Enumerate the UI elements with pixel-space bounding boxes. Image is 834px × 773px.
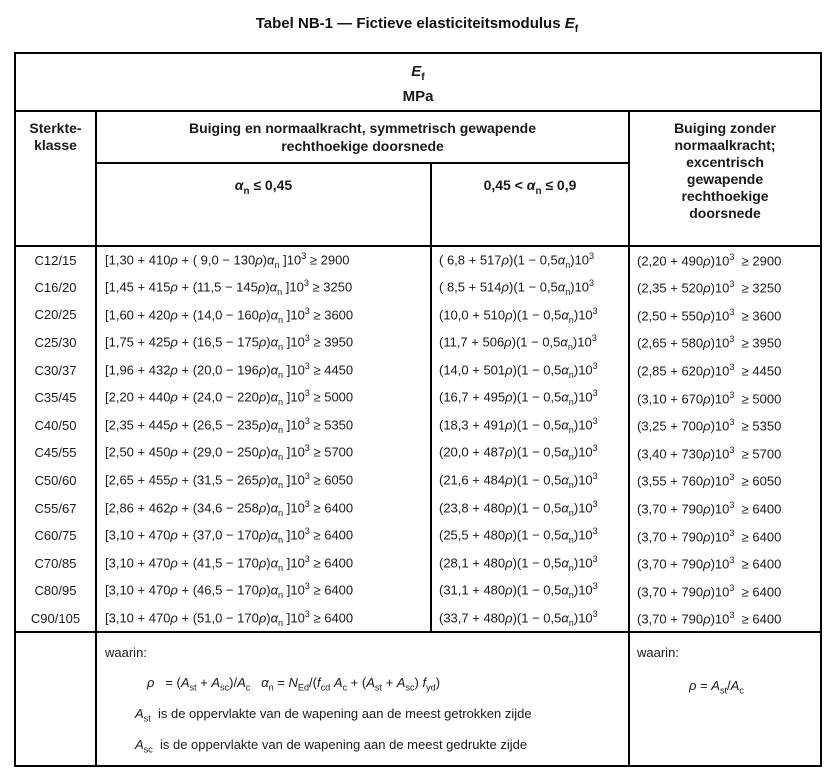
formula-no-normal-force-cell: $(3,70 + 790\rho)10^3 \ge 6400$	[629, 550, 821, 578]
formula-alpha-gt-045-cell: $(14,0 + 501\rho)(1 - 0,5\alpha_n)10^3$	[431, 356, 629, 384]
formula-alpha-gt-045-cell: $(21,6 + 484\rho)(1 - 0,5\alpha_n)10^3$	[431, 467, 629, 495]
formula-alpha-gt-045-cell: ( $8,5 + 514\rho)(1 - 0,5\alpha_n)10^3$	[431, 274, 629, 302]
column-header-row	[15, 111, 821, 163]
sub-header-alpha-gt-045: $0,45 < \alpha_n \le 0,9$	[431, 163, 629, 246]
strength-class-cell: C90/105	[15, 605, 96, 633]
strength-class-cell: C25/30	[15, 329, 96, 357]
formula-alpha-le-045-cell: [$1,45 + 415\rho + (11,5 - 145\rho)\alpha_n$ ]$10^3 \ge 3250$	[96, 274, 431, 302]
rho-formula-right: $\rho = A_{st}/A_c$	[689, 678, 744, 696]
formula-no-normal-force-cell: $(2,85 + 620\rho)10^3 \ge 4450$	[629, 356, 821, 384]
data-rows	[15, 246, 821, 632]
strength-class-cell: C40/50	[15, 412, 96, 440]
table-row	[15, 274, 821, 302]
ef-symbol: $E_f$	[411, 63, 425, 83]
rho-alpha-formula: $\rho = (A_{st} + A_{sc})/A_c$ $\alpha_n = N_{Ed}/(f_{cd}$ $A_c + (A_{st} + A_{sc})$ $f_{yd}$)	[147, 675, 441, 693]
formula-no-normal-force-cell: $(3,70 + 790\rho)10^3 \ge 6400$	[629, 494, 821, 522]
table-row	[15, 550, 821, 578]
formula-alpha-le-045-cell: [$2,35 + 445\rho + (26,5 - 235\rho)\alpha_n$ ]$10^3 \ge 5350$	[96, 412, 431, 440]
formula-alpha-le-045-cell: [$2,65 + 455\rho + (31,5 - 265\rho)\alpha_n$ ]$10^3 \ge 6050$	[96, 467, 431, 495]
strength-class-cell: C70/85	[15, 550, 96, 578]
table-row	[15, 246, 821, 274]
formula-no-normal-force-cell: $(3,70 + 790\rho)10^3 \ge 6400$	[629, 577, 821, 605]
column-header-strength-class: Sterkte-klasse	[15, 111, 96, 246]
formula-alpha-le-045-cell: [$3,10 + 470\rho + (37,0 - 170\rho)\alpha_n$ ]$10^3 \ge 6400$	[96, 522, 431, 550]
column-header-bending-only	[629, 111, 821, 246]
formula-alpha-le-045-cell: [$3,10 + 470\rho + (41,5 - 170\rho)\alpha_n$ ]$10^3 \ge 6400$	[96, 550, 431, 578]
asc-definition: $A_{sc}$ is de oppervlakte van de wapening aan de meest gedrukte zijde	[135, 736, 528, 755]
sub-header-alpha-le-045: $\alpha_n \le 0,45$	[96, 163, 431, 246]
unit-label: MPa	[402, 88, 434, 105]
formula-no-normal-force-cell: $(3,70 + 790\rho)10^3 \ge 6400$	[629, 522, 821, 550]
strength-class-cell: C16/20	[15, 274, 96, 302]
strength-class-cell: C45/55	[15, 439, 96, 467]
column-header-bending-only-text: Buiging zonder normaalkracht; excentrisch gewapende rechthoekige doorsnede	[674, 120, 776, 221]
formula-alpha-gt-045-cell: $(28,1 + 480\rho)(1 - 0,5\alpha_n)10^3$	[431, 550, 629, 578]
formula-alpha-le-045-cell: [$2,50 + 450\rho + (29,0 - 250\rho)\alpha_n$ ]$10^3 \ge 5700$	[96, 439, 431, 467]
formula-alpha-le-045-cell: [$1,96 + 432\rho + (20,0 - 196\rho)\alpha_n$ ]$10^3 \ge 4450$	[96, 356, 431, 384]
formula-alpha-gt-045-cell: $(23,8 + 480\rho)(1 - 0,5\alpha_n)10^3$	[431, 494, 629, 522]
strength-class-cell: C12/15	[15, 246, 96, 274]
footer-section	[15, 632, 821, 766]
footer-right-definitions	[629, 632, 821, 766]
footer-row	[15, 632, 821, 766]
elasticity-modulus-table	[14, 52, 822, 767]
formula-alpha-gt-045-cell: $(33,7 + 480\rho)(1 - 0,5\alpha_n)10^3$	[431, 605, 629, 633]
table-title: Tabel NB-1 — Fictieve elasticiteitsmodulus $E_f$	[255, 15, 579, 35]
header-section	[15, 53, 821, 246]
table-row	[15, 439, 821, 467]
formula-no-normal-force-cell: $(3,70 + 790\rho)10^3 \ge 6400$	[629, 605, 821, 633]
table-row	[15, 494, 821, 522]
formula-alpha-le-045-cell: [$1,60 + 420\rho + (14,0 - 160\rho)\alpha_n$ ]$10^3 \ge 3600$	[96, 301, 431, 329]
column-header-bending-normal-text: Buiging en normaalkracht, symmetrisch gewapende rechthoekige doorsnede	[189, 120, 536, 154]
footer-empty-cell	[15, 632, 96, 766]
strength-class-cell: C30/37	[15, 356, 96, 384]
formula-alpha-le-045-cell: [$1,75 + 425\rho + (16,5 - 175\rho)\alpha_n$ ]$10^3 \ge 3950$	[96, 329, 431, 357]
formula-no-normal-force-cell: $(2,35 + 520\rho)10^3 \ge 3250$	[629, 274, 821, 302]
table-row	[15, 577, 821, 605]
formula-alpha-gt-045-cell: $(10,0 + 510\rho)(1 - 0,5\alpha_n)10^3$	[431, 301, 629, 329]
strength-class-cell: C80/95	[15, 577, 96, 605]
table-row	[15, 356, 821, 384]
column-header-bending-normal	[96, 111, 629, 163]
strength-class-cell: C60/75	[15, 522, 96, 550]
formula-alpha-gt-045-cell: ( $6,8 + 517\rho)(1 - 0,5\alpha_n)10^3$	[431, 246, 629, 274]
strength-class-cell: C35/45	[15, 384, 96, 412]
formula-alpha-gt-045-cell: $(31,1 + 480\rho)(1 - 0,5\alpha_n)10^3$	[431, 577, 629, 605]
waarin-label-right: waarin:	[637, 645, 679, 661]
formula-alpha-gt-045-cell: $(16,7 + 495\rho)(1 - 0,5\alpha_n)10^3$	[431, 384, 629, 412]
unit-header-row	[15, 53, 821, 111]
formula-alpha-gt-045-cell: $(18,3 + 491\rho)(1 - 0,5\alpha_n)10^3$	[431, 412, 629, 440]
formula-alpha-le-045-cell: [$2,20 + 440\rho + (24,0 - 220\rho)\alpha_n$ ]$10^3 \ge 5000$	[96, 384, 431, 412]
table-row	[15, 605, 821, 633]
formula-no-normal-force-cell: $(3,55 + 760\rho)10^3 \ge 6050$	[629, 467, 821, 495]
table-row	[15, 467, 821, 495]
unit-header-cell	[15, 53, 821, 111]
ast-definition: $A_{st}$ is de oppervlakte van de wapening aan de meest getrokken zijde	[135, 705, 532, 724]
strength-class-cell: C55/67	[15, 494, 96, 522]
formula-no-normal-force-cell: $(3,40 + 730\rho)10^3 \ge 5700$	[629, 439, 821, 467]
table-row	[15, 412, 821, 440]
formula-alpha-le-045-cell: [$2,86 + 462\rho + (34,6 - 258\rho)\alpha_n$ ]$10^3 \ge 6400$	[96, 494, 431, 522]
table-row	[15, 329, 821, 357]
table-row	[15, 522, 821, 550]
waarin-label: waarin:	[105, 645, 147, 661]
formula-alpha-gt-045-cell: $(20,0 + 487\rho)(1 - 0,5\alpha_n)10^3$	[431, 439, 629, 467]
table-row	[15, 384, 821, 412]
formula-alpha-le-045-cell: [$3,10 + 470\rho + (51,0 - 170\rho)\alpha_n$ ]$10^3 \ge 6400$	[96, 605, 431, 633]
formula-alpha-le-045-cell: [$3,10 + 470\rho + (46,5 - 170\rho)\alpha_n$ ]$10^3 \ge 6400$	[96, 577, 431, 605]
strength-class-cell: C50/60	[15, 467, 96, 495]
strength-class-cell: C20/25	[15, 301, 96, 329]
formula-no-normal-force-cell: $(2,20 + 490\rho)10^3 \ge 2900$	[629, 246, 821, 274]
formula-alpha-gt-045-cell: $(25,5 + 480\rho)(1 - 0,5\alpha_n)10^3$	[431, 522, 629, 550]
formula-no-normal-force-cell: $(3,10 + 670\rho)10^3 \ge 5000$	[629, 384, 821, 412]
formula-alpha-gt-045-cell: $(11,7 + 506\rho)(1 - 0,5\alpha_n)10^3$	[431, 329, 629, 357]
formula-no-normal-force-cell: $(2,65 + 580\rho)10^3 \ge 3950$	[629, 329, 821, 357]
formula-no-normal-force-cell: $(3,25 + 700\rho)10^3 \ge 5350$	[629, 412, 821, 440]
formula-alpha-le-045-cell: [1,30 + 410ρ + ( $9,0 - 130\rho)\alpha_n$ ]$10^3 \ge 2900$	[96, 246, 431, 274]
table-row	[15, 301, 821, 329]
footer-definitions	[96, 632, 629, 766]
formula-no-normal-force-cell: $(2,50 + 550\rho)10^3 \ge 3600$	[629, 301, 821, 329]
